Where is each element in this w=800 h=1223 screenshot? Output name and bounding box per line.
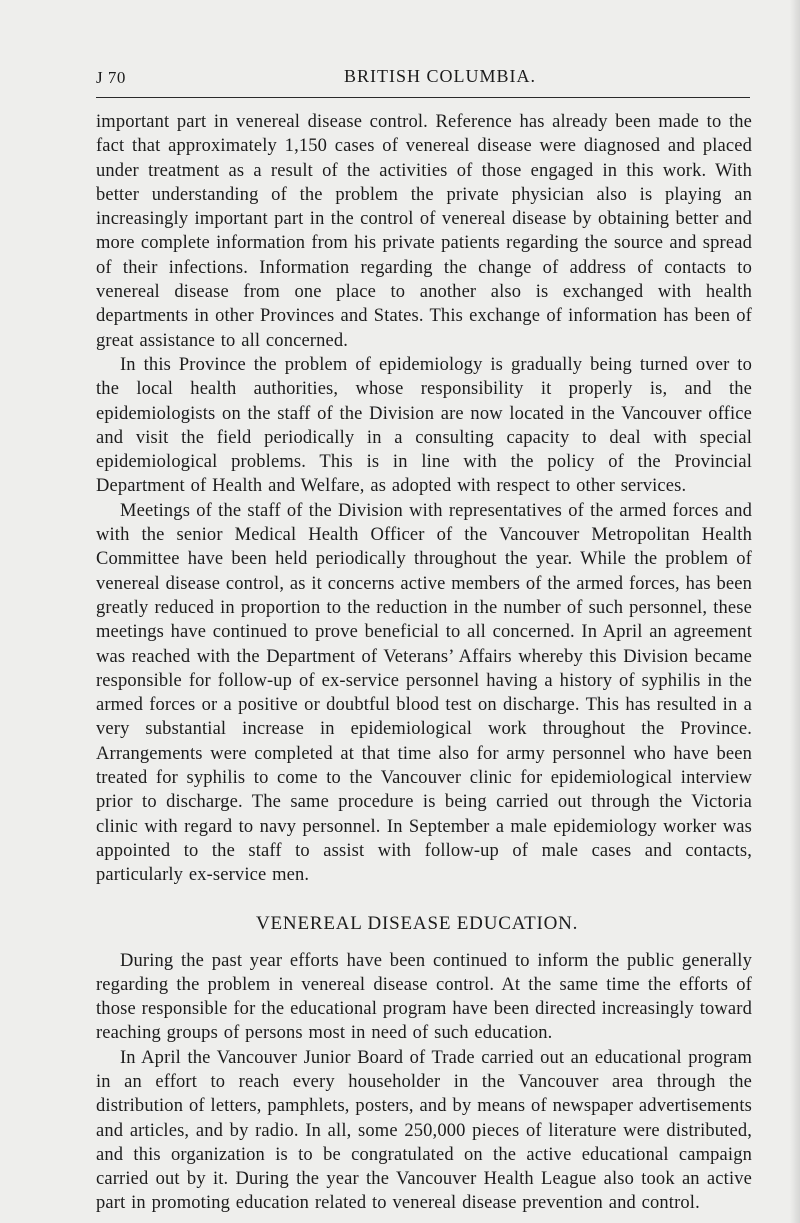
section-heading: VENEREAL DISEASE EDUCATION. [256, 912, 579, 934]
paragraph-meetings: Meetings of the staff of the Division with representatives of the armed forces and with the senior Medical Health Officer of the Vancouver Metropolitan Health Committee have been held periodically throughout the year. While the problem of venereal disease control, as it concerns active members of the armed forces, has been greatly reduced in proportion to the reduction in the number of such personnel, these meetings have continued to prove beneficial to all concerned. In April an agreement was reached with the Department of Veterans’ Affairs whereby this Division became responsible for follow-up of ex-service personnel having a history of syphilis in the armed forces or a positive or doubtful blood test on discharge. This has resulted in a very substantial increase in epidemiological work throughout the Province. Arrangements were completed at that time also for army personnel who have been treated for syphilis to come to the Vancouver clinic for epidemiological interview prior to discharge. The same procedure is being carried out through the Victoria clinic with regard to navy personnel. In September a male epidemiology worker was appointed to the staff to assist with follow-up of male cases and contacts, particularly ex-service men. [96, 500, 753, 886]
running-title: BRITISH COLUMBIA. [344, 66, 537, 86]
page-number: J 70 [96, 68, 126, 87]
page-edge-shadow [790, 0, 800, 1223]
body-text [96, 110, 752, 1216]
paragraph-education-efforts: During the past year efforts have been continued to inform the public generally regarding the problem in venereal disease control. At the same time the efforts of those responsible for the educational program have been directed increasingly toward reaching groups of persons most in need of such education. [96, 950, 752, 1044]
paragraph-junior-board: In April the Vancouver Junior Board of Trade carried out an educational program in an effort to reach every householder in the Vancouver area through the distribution of letters, pamphlets, posters, and by means of newspaper advertisements and articles, and by radio. In all, some 250,000 pieces of literature were distributed, and this organization is to be congratulated on the active educational campaign carried out by it. During the year the Vancouver Health League also took an active part in promoting education related to venereal disease prevention and control. [96, 1047, 752, 1214]
header-rule [96, 97, 750, 98]
paragraph-epidemiology: In this Province the problem of epidemiology is gradually being turned over to the local health authorities, whose responsibility it properly is, and the epidemiologists on the staff of the Division are now located in the Vancouver office and visit the field periodically in a consulting capacity to deal with special epidemiological problems. This is in line with the policy of the Provincial Department of Health and Welfare, as adopted with respect to other services. [96, 354, 752, 497]
page-header [96, 66, 748, 90]
paragraph-continued: important part in venereal disease control. Reference has already been made to the fact that approximately 1,150 cases of venereal disease were diagnosed and placed under treatment as a result of the activities of those engaged in this work. With better understanding of the problem the private physician also is playing an increasingly important part in the control of venereal disease by obtaining better and more complete information from his private patients regarding the source and spread of their infections. Information regarding the change of address of contacts to venereal disease from one place to another also is exchanged with health departments in other Provinces and States. This exchange of information has been of great assistance to all concerned. [96, 112, 752, 351]
